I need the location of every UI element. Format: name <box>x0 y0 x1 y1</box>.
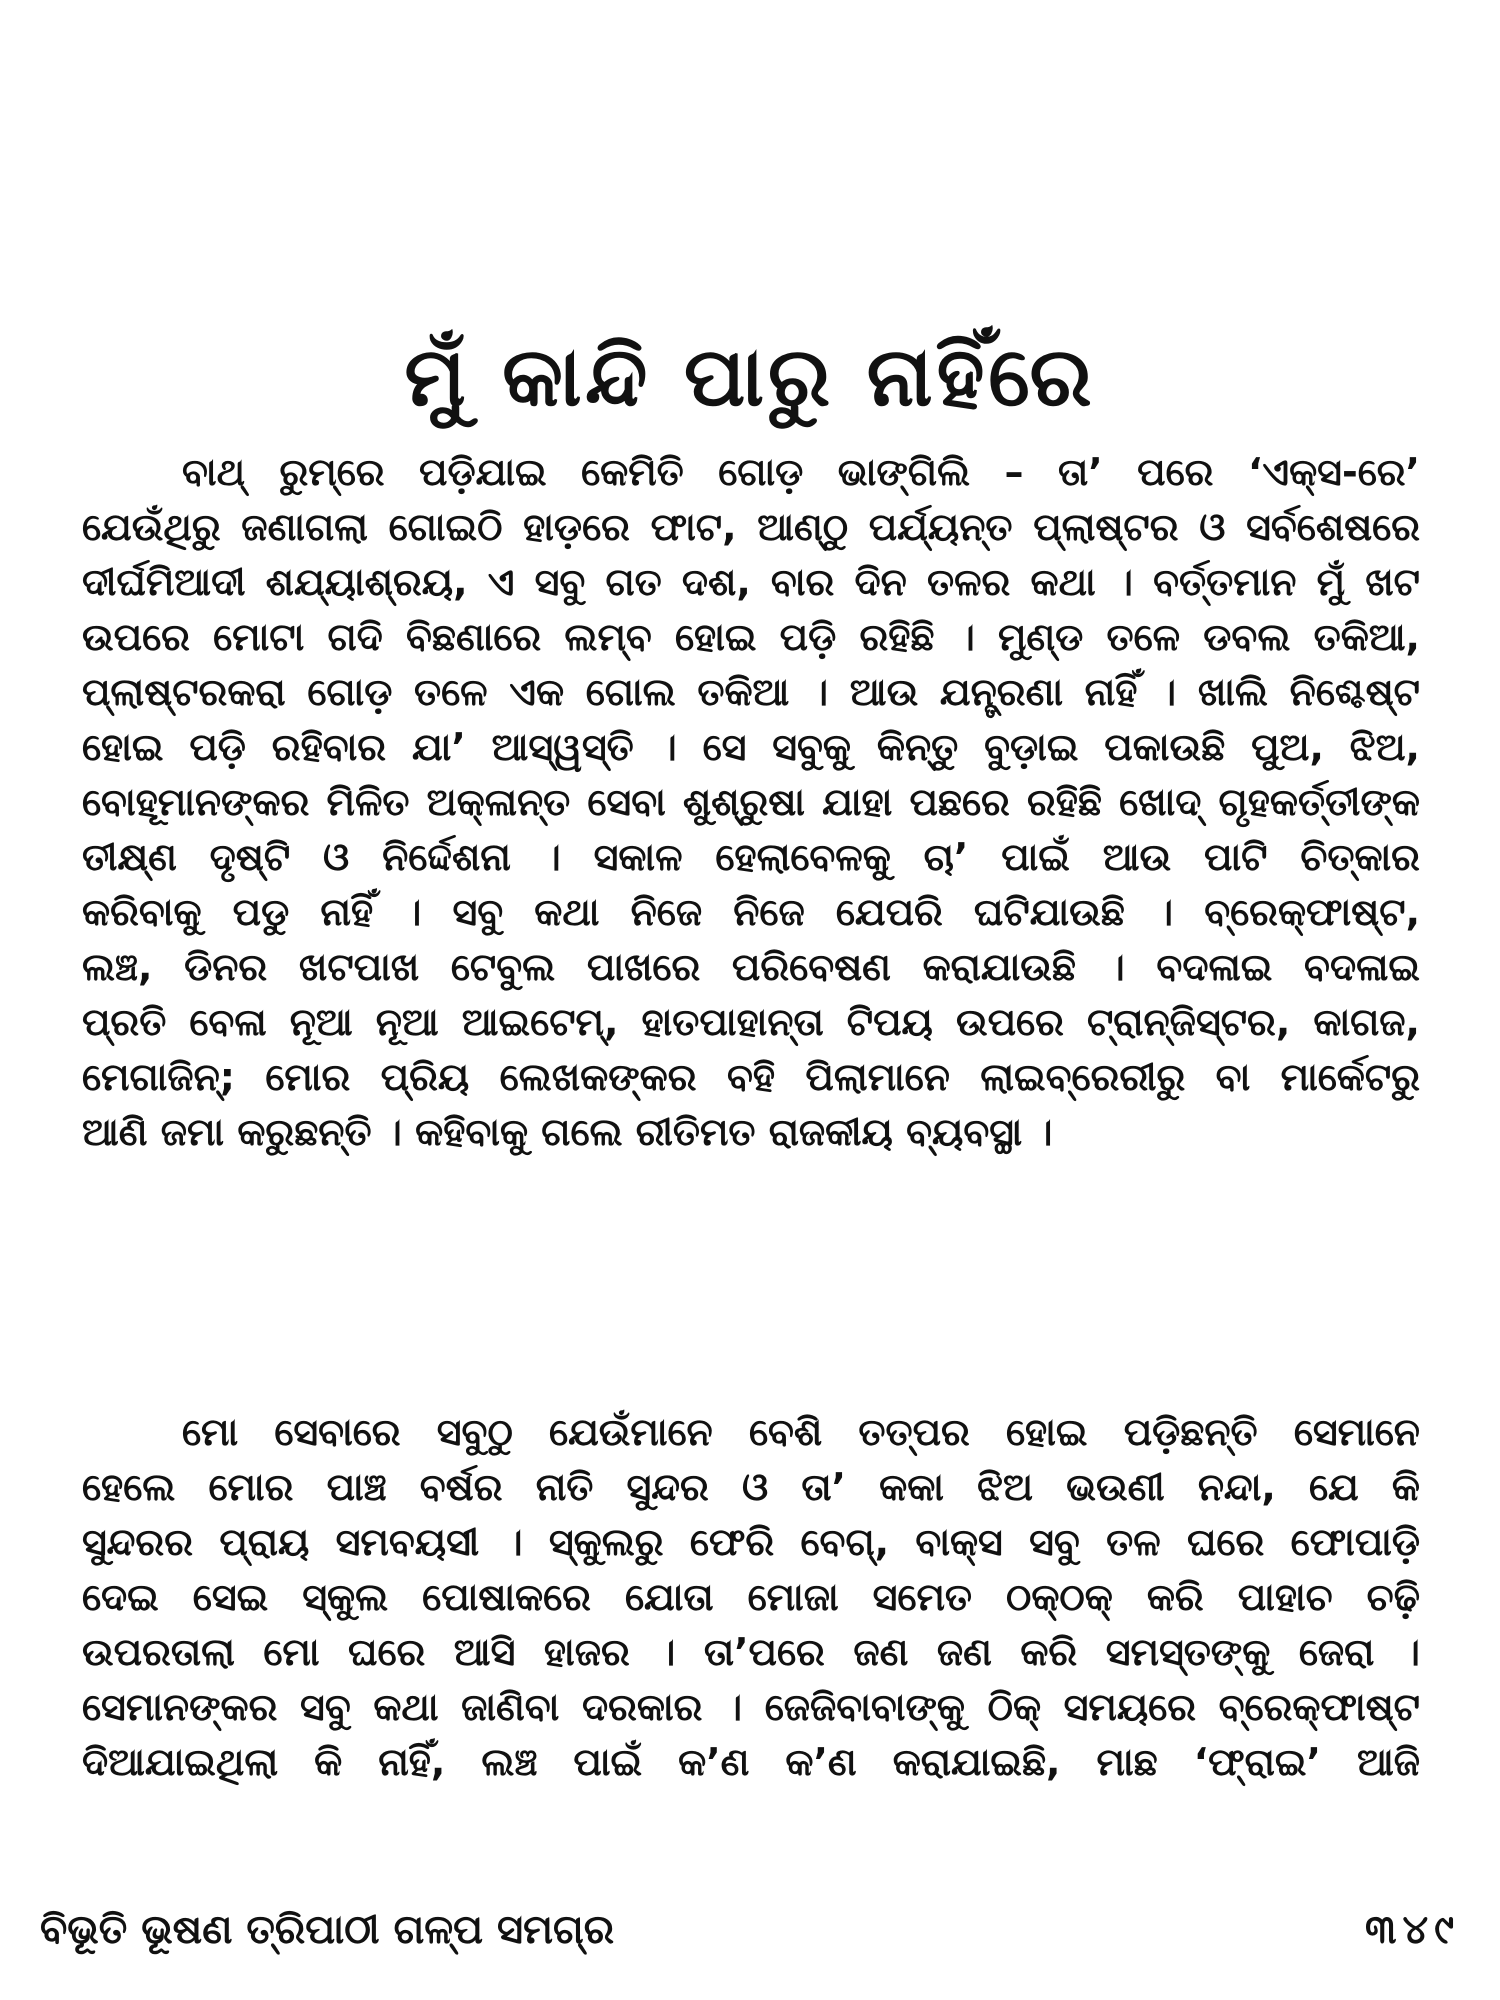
paragraph-line: ସେମାନଙ୍କର ସବୁ କଥା ଜାଣିବା ଦରକାର । ଜେଜିବାବାଙ୍କୁ ଠିକ୍ ସମୟରେ ବ୍ରେକ୍‌ଫାଷ୍ଟ <box>82 1685 1420 1729</box>
paragraph-line: ତୀକ୍ଷ୍ଣ ଦୃଷ୍ଟି ଓ ନିର୍ଦ୍ଦେଶନା । ସକାଳ ହେଲାବେଳକୁ ଚା’ ପାଇଁ ଆଉ ପାଟି ଚିତ୍କାର <box>82 835 1420 879</box>
paragraph-line: ପ୍ରତି ବେଳା ନୂଆ ନୂଆ ଆଇଟେମ୍, ହାତପାହାନ୍ତା ଟିପୟ ଉପରେ ଟ୍ରାନ୍‌ଜିସ୍ଟର, କାଗଜ, <box>82 1000 1420 1044</box>
paragraph-line: ଦିଆଯାଇଥିଲା କି ନାହିଁ, ଲଞ୍ଚ ପାଇଁ କ’ଣ କ’ଣ କରାଯାଇଛି, ମାଛ ‘ଫ୍ରାଇ’ ଆଜି <box>82 1740 1420 1784</box>
paragraph-1 <box>82 445 1420 1160</box>
paragraph-2 <box>82 1405 1420 1790</box>
paragraph-line: ଦୀର୍ଘମିଆଦୀ ଶଯ୍ୟାଶ୍ରୟ, ଏ ସବୁ ଗତ ଦଶ, ବାର ଦିନ ତଳର କଥା । ବର୍ତ୍ତମାନ ମୁଁ ଖଟ <box>82 560 1420 604</box>
paragraph-line: ବାଥ୍ ରୁମ୍‌ରେ ପଡ଼ିଯାଇ କେମିତି ଗୋଡ଼ ଭାଙ୍ଗିଲି – ତା’ ପରେ ‘ଏକ୍‌ସ-ରେ’ <box>182 450 1420 494</box>
paragraph-line: ମେଗାଜିନ୍; ମୋର ପ୍ରିୟ ଲେଖକଙ୍କର ବହି ପିଲାମାନେ ଲାଇବ୍ରେରୀରୁ ବା ମାର୍କେଟରୁ <box>82 1055 1420 1099</box>
paragraph-line: ହୋଇ ପଡ଼ି ରହିବାର ଯା’ ଆସ୍ୱସ୍ତି । ସେ ସବୁକୁ କିନ୍ତୁ ବୁଡ଼ାଇ ପକାଉଛି ପୁଅ, ଝିଅ, <box>82 725 1420 769</box>
page-number: ୩୪୯ <box>1365 1907 1460 1953</box>
paragraph-line: ପ୍ଲାଷ୍ଟରକରା ଗୋଡ଼ ତଳେ ଏକ ଗୋଲ ତକିଆ । ଆଉ ଯନ୍ତ୍ରଣା ନାହିଁ । ଖାଲି ନିଶ୍ଚେଷ୍ଟ <box>82 670 1420 714</box>
paragraph-line: ଉପରେ ମୋଟା ଗଦି ବିଛଣାରେ ଲମ୍ବ ହୋଇ ପଡ଼ି ରହିଛି । ମୁଣ୍ଡ ତଳେ ଡବଲ ତକିଆ, <box>82 615 1420 659</box>
paragraph-line: ସୁନ୍ଦରର ପ୍ରାୟ ସମବୟସୀ । ସ୍କୁଲରୁ ଫେରି ବେଗ୍, ବାକ୍‌ସ ସବୁ ତଳ ଘରେ ଫୋପାଡ଼ି <box>82 1520 1420 1564</box>
paragraph-line: କରିବାକୁ ପଡୁ ନାହିଁ । ସବୁ କଥା ନିଜେ ନିଜେ ଯେପରି ଘଟିଯାଉଛି । ବ୍ରେକ୍‌ଫାଷ୍ଟ, <box>82 890 1420 934</box>
paragraph-line: ଯେଉଁଥିରୁ ଜଣାଗଲା ଗୋଇଠି ହାଡ଼ରେ ଫାଟ, ଆଣ୍ଠୁ ପର୍ଯ୍ୟନ୍ତ ପ୍ଲାଷ୍ଟର ଓ ସର୍ବଶେଷରେ <box>82 505 1420 549</box>
page-footer <box>40 1900 1460 1960</box>
paragraph-line: ହେଲେ ମୋର ପାଞ୍ଚ ବର୍ଷର ନାତି ସୁନ୍ଦର ଓ ତା’ କକା ଝିଅ ଭଉଣୀ ନନ୍ଦା, ଯେ କି <box>82 1465 1420 1509</box>
footer-book-title: ବିଭୂତି ଭୂଷଣ ତ୍ରିପାଠୀ ଗଳ୍ପ ସମଗ୍ର <box>40 1907 615 1953</box>
paragraph-line: ଲଞ୍ଚ, ଡିନର ଖଟପାଖ ଟେବୁଲ ପାଖରେ ପରିବେଷଣ କରାଯାଉଛି । ବଦଳାଇ ବଦଳାଇ <box>82 945 1420 989</box>
page-title: ମୁଁ କାନ୍ଦି ପାରୁ ନାହିଁରେ <box>404 329 1096 425</box>
paragraph-line: ବୋହୂମାନଙ୍କର ମିଳିତ ଅକ୍ଳାନ୍ତ ସେବା ଶୁଶ୍ରୁଷା ଯାହା ପଛରେ ରହିଛି ଖୋଦ୍ ଗୃହକର୍ତ୍ତୀଙ୍କ <box>82 780 1420 824</box>
paragraph-line: ମୋ ସେବାରେ ସବୁଠୁ ଯେଉଁମାନେ ବେଶି ତତ୍ପର ହୋଇ ପଡ଼ିଛନ୍ତି ସେମାନେ <box>182 1410 1420 1454</box>
paragraph-line: ଦେଇ ସେଇ ସ୍କୁଲ ପୋଷାକରେ ଯୋତା ମୋଜା ସମେତ ଠକ୍‌ଠକ୍ କରି ପାହାଚ ଚଢ଼ି <box>82 1575 1420 1619</box>
paragraph-line: ଉପରତାଲା ମୋ ଘରେ ଆସି ହାଜର । ତା’ପରେ ଜଣ ଜଣ କରି ସମସ୍ତଙ୍କୁ ଜେରା । <box>82 1630 1420 1674</box>
paragraph-line: ଆଣି ଜମା କରୁଛନ୍ତି । କହିବାକୁ ଗଲେ ରୀତିମତ ରାଜକୀୟ ବ୍ୟବସ୍ଥା । <box>82 1110 1053 1154</box>
